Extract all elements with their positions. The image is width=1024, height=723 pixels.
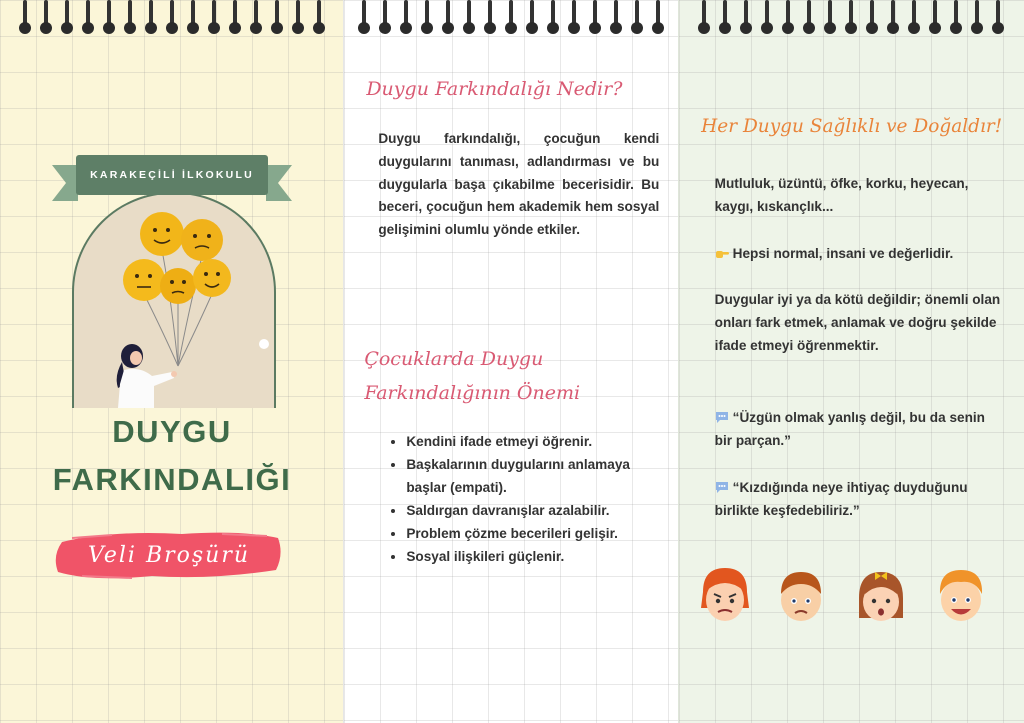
section-heading-what-is: Duygu Farkındalığı Nedir? [366,78,623,100]
cover-panel [0,0,343,723]
definition-paragraph: Duygu farkındalığı, çocuğun kendi duygularını tanıması, adlandırması ve bu duygularla başa çıkabilme becerisidir. Bu beceri, çocuğun hem akademik hem sosyal gelişimini olumlu yönde etkiler. [378,131,660,238]
emotions-list-text: Mutluluk, üzüntü, öfke, korku, heyecan, kaygı, kıskançlık... [714,176,969,214]
happy-boy-face-icon [933,564,989,628]
surprised-girl-face-icon [853,564,909,628]
list-item: • Saldırgan davranışlar azalabilir. [406,499,666,522]
spiral-binding [0,0,343,40]
speech-bubble-icon [715,410,729,424]
subtitle-brush-banner [52,526,286,584]
list-item: • Problem çözme becerileri gelişir. [406,522,666,545]
quote-2 [715,476,1005,522]
spiral-binding [344,0,677,40]
speech-bubble-icon [715,480,729,494]
school-ribbon [52,155,292,203]
normal-line [715,242,1005,265]
list-item: • Kendini ifade etmeyi öğrenir. [406,430,666,453]
title-line-2: FARKINDALIĞI [52,462,292,497]
worried-boy-face-icon [773,564,829,628]
balloon-smiley-icon [74,194,274,408]
list-item: • Başkalarının duygularını anlamaya başlar (empati). [406,453,666,499]
quote-1-text: “Üzgün olmak yanlış değil, bu da senin bir parçan.” [714,410,985,448]
section-heading-healthy: Her Duygu Sağlıklı ve Doğaldır! [701,116,1003,137]
quote-1 [715,406,1005,452]
school-name: KARAKEÇİLİ İLKOKULU [90,169,254,181]
quote-2-text: “Kızdığında neye ihtiyaç duyduğunu birlikte keşfedebiliriz.” [714,480,968,518]
spiral-binding [679,0,1024,40]
info-panel [343,0,677,723]
explanation-text: Duygular iyi ya da kötü değildir; önemli olan onları fark etmek, anlamak ve doğru şekilde ifade etmeyi öğrenmektir. [714,292,1001,353]
importance-list [388,430,666,568]
angry-girl-face-icon [697,564,753,628]
subtitle: Veli Broşürü [87,542,251,568]
list-item: • Sosyal ilişkileri güçlenir. [406,545,666,568]
pointing-hand-icon [715,246,729,260]
cover-illustration [72,192,276,408]
title-line-1: DUYGU [112,414,232,449]
section-heading-importance: Çocuklarda Duygu Farkındalığının Önemi [364,348,581,404]
children-faces [695,564,1015,628]
emotions-panel [678,0,1024,723]
normal-text: Hepsi normal, insani ve değerlidir. [732,246,954,261]
